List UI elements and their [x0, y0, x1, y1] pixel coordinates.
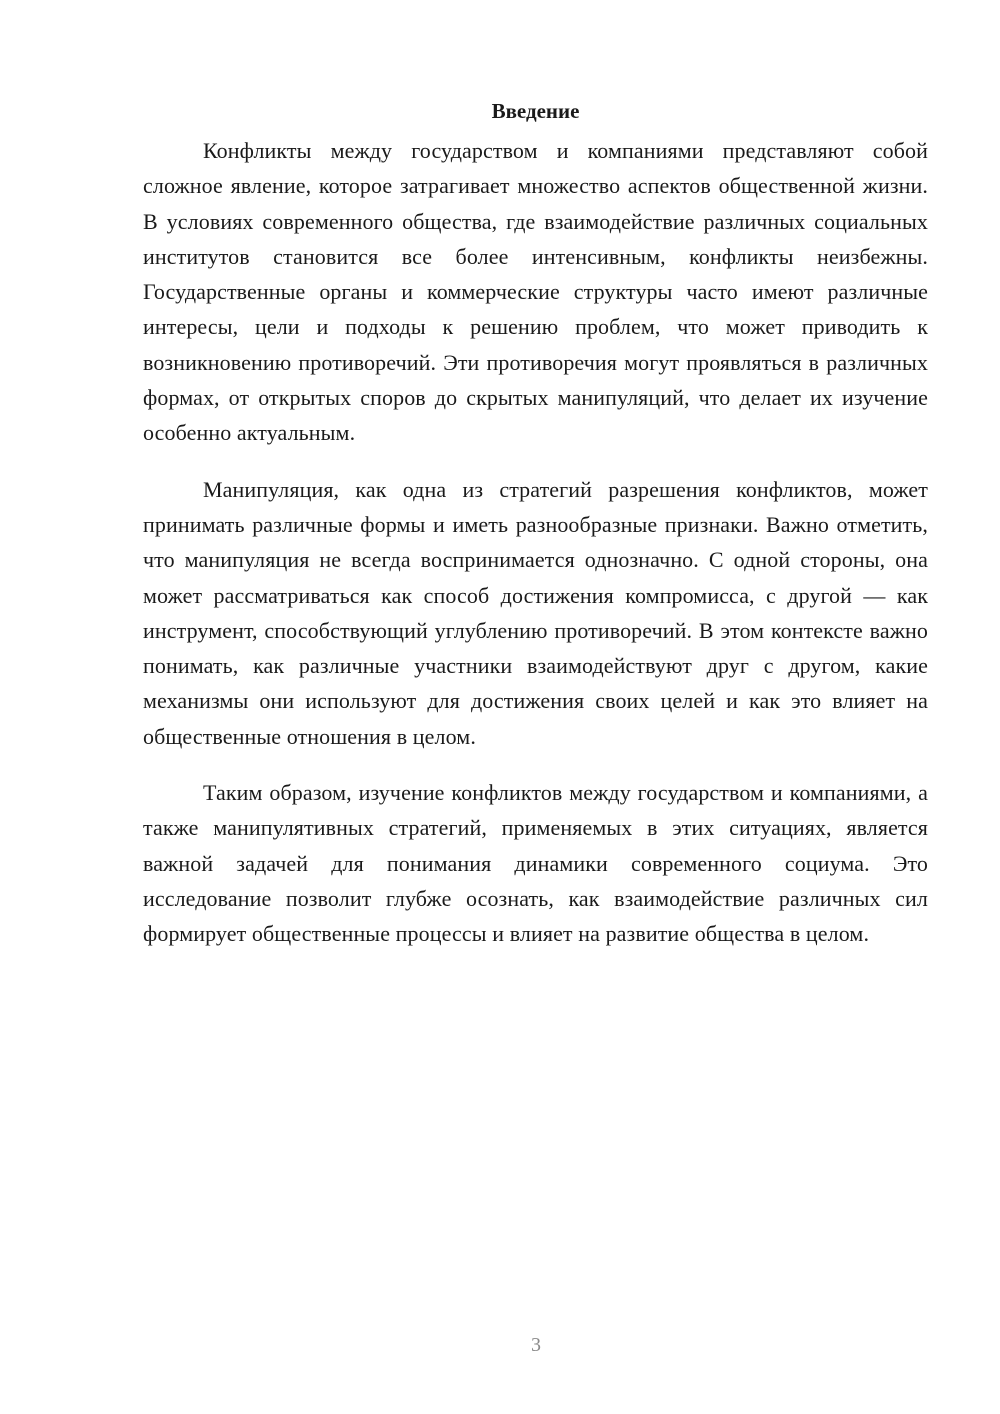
- page-number: 3: [531, 1334, 541, 1356]
- paragraph-1: Конфликты между государством и компаниями представляют собой сложное явление, которое затрагивает множество аспектов общественной жизни. В условиях современного общества, где взаимодействие различных социальных институтов становится все более интенсивным, конфликты неизбежны. Государственные органы и коммерческие структуры часто имеют различные интересы, цели и подходы к решению проблем, что может приводить к возникновению противоречий. Эти противоречия могут проявляться в различных формах, от открытых споров до скрытых манипуляций, что делает их изучение особенно актуальным.: [143, 138, 928, 446]
- paragraph-2: Манипуляция, как одна из стратегий разрешения конфликтов, может принимать различные формы и иметь разнообразные признаки. Важно отметить, что манипуляция не всегда воспринимается однозначно. С одной стороны, она может рассматриваться как способ достижения компромисса, с другой — как инструмент, способствующий углублению противоречий. В этом контексте важно понимать, как различные участники взаимодействуют друг с другом, какие механизмы они используют для достижения своих целей и как это влияет на общественные отношения в целом.: [143, 476, 928, 749]
- page-content: [143, 96, 928, 973]
- paragraph-3: Таким образом, изучение конфликтов между государством и компаниями, а также манипулятивных стратегий, применяемых в этих ситуациях, является важной задачей для понимания динамики современного социума. Это исследование позволит глубже осознать, как взаимодействие различных сил формирует общественные процессы и влияет на развитие общества в целом.: [143, 780, 928, 947]
- section-title: Введение: [491, 99, 580, 123]
